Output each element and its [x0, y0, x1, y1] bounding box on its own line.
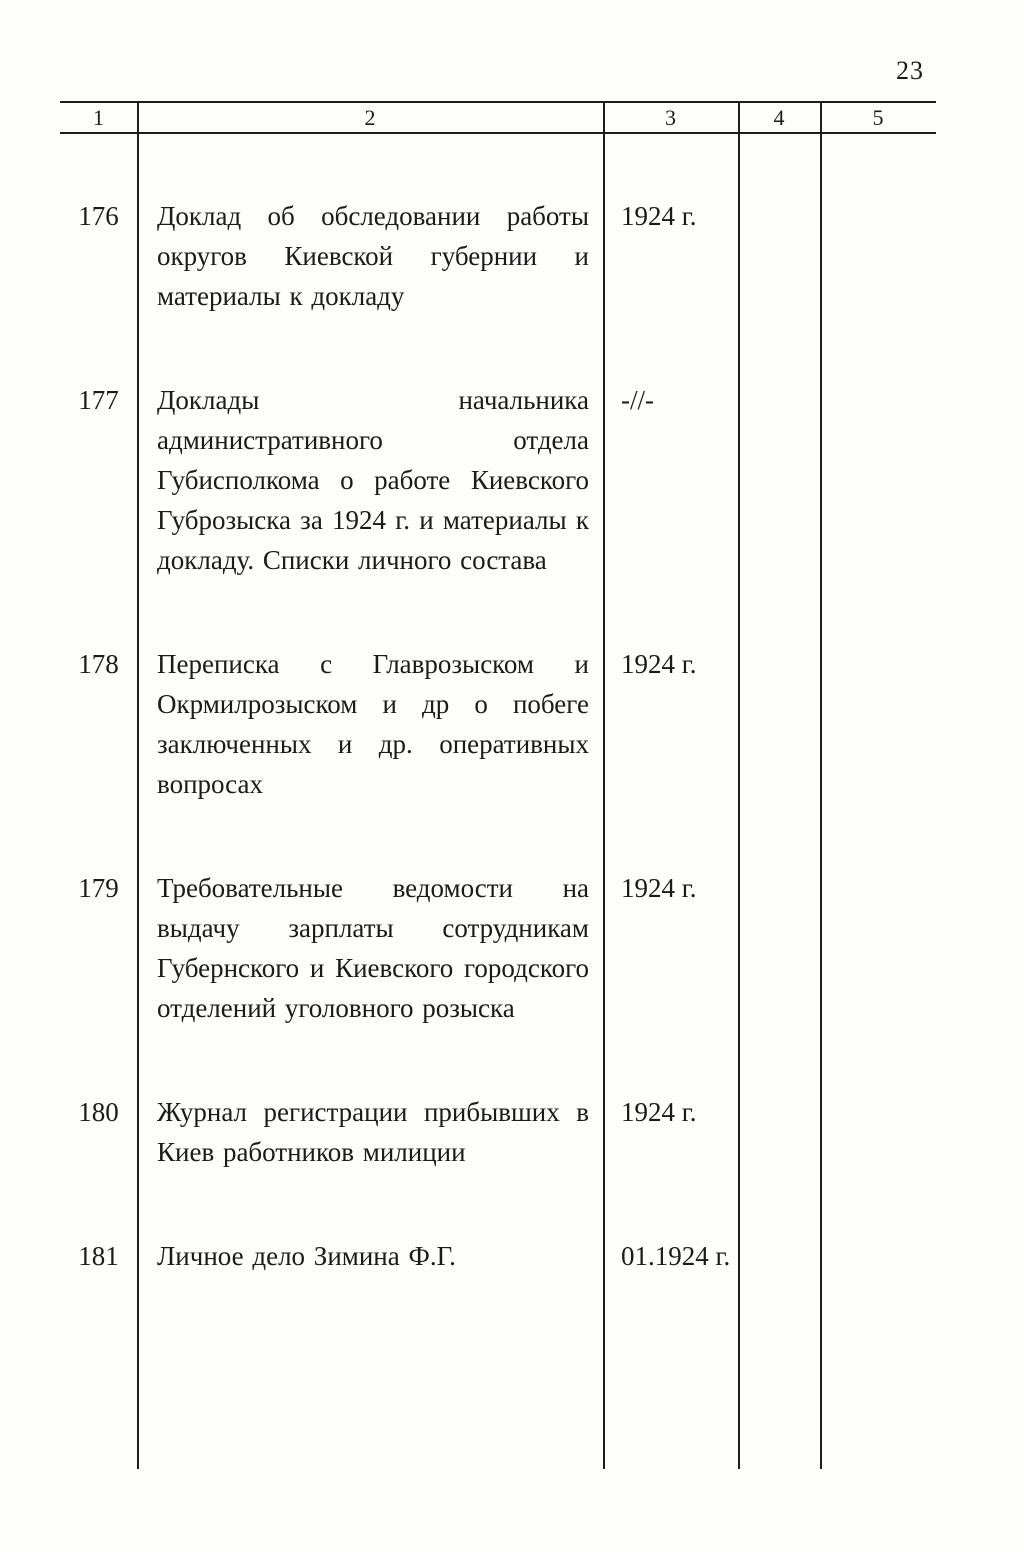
row-date: 1924 г.: [621, 873, 697, 903]
table-row: [60, 1092, 936, 1172]
row-empty-col5: [820, 1092, 936, 1172]
row-date: 1924 г.: [621, 201, 697, 231]
column-header-3: 3: [665, 105, 676, 130]
row-date: 1924 г.: [621, 1097, 697, 1127]
page-number: 23: [896, 56, 924, 85]
row-number: 180: [78, 1097, 119, 1127]
column-divider-4: [820, 101, 822, 1469]
table-row: [60, 380, 936, 580]
row-number: 179: [78, 873, 119, 903]
row-description: Личное дело Зимина Ф.Г.: [157, 1241, 456, 1271]
row-date: 01.1924 г.: [621, 1241, 731, 1271]
row-number: 177: [78, 385, 119, 415]
column-divider-2: [603, 101, 605, 1469]
column-header-2: 2: [364, 105, 376, 130]
column-header-5: 5: [872, 105, 884, 130]
row-number: 181: [78, 1241, 119, 1271]
column-header-1: 1: [93, 105, 104, 130]
table-row: [60, 644, 936, 804]
row-date: 1924 г.: [621, 649, 697, 679]
column-divider-3: [738, 101, 740, 1469]
inventory-table: [60, 101, 936, 1340]
table-row: [60, 196, 936, 316]
row-description: Доклады начальника административного отдела Губисполкома о работе Киевского Губрозыска за 1924 г. и материалы к докладу. Списки личного состава: [157, 385, 589, 575]
row-empty-col5: [820, 644, 936, 804]
row-empty-col4: [738, 380, 820, 580]
row-empty-col4: [738, 1092, 820, 1172]
row-description: Доклад об обследовании работы округов Киевской губернии и материалы к докладу: [157, 201, 589, 311]
column-header-4: 4: [773, 105, 785, 130]
row-empty-col4: [738, 868, 820, 1028]
row-empty-col4: [738, 196, 820, 316]
row-description: Требовательные ведомости на выдачу зарплаты сотрудникам Губернского и Киевского городского отделений уголовного розыска: [157, 873, 589, 1023]
row-date: -//-: [621, 385, 654, 415]
column-divider-1: [137, 101, 139, 1469]
table-header-row: [60, 101, 936, 134]
table-row: [60, 1236, 936, 1276]
row-description: Журнал регистрации прибывших в Киев работников милиции: [157, 1097, 589, 1167]
row-number: 176: [78, 201, 119, 231]
row-description: Переписка с Главрозыском и Окрмилрозыском и др о побеге заключенных и др. оперативных вопросах: [157, 649, 589, 799]
row-number: 178: [78, 649, 119, 679]
table-body: [60, 134, 936, 1276]
row-empty-col5: [820, 380, 936, 580]
table-row: [60, 868, 936, 1028]
row-empty-col4: [738, 644, 820, 804]
row-empty-col5: [820, 868, 936, 1028]
row-empty-col5: [820, 1236, 936, 1276]
row-empty-col5: [820, 196, 936, 316]
row-empty-col4: [738, 1236, 820, 1276]
